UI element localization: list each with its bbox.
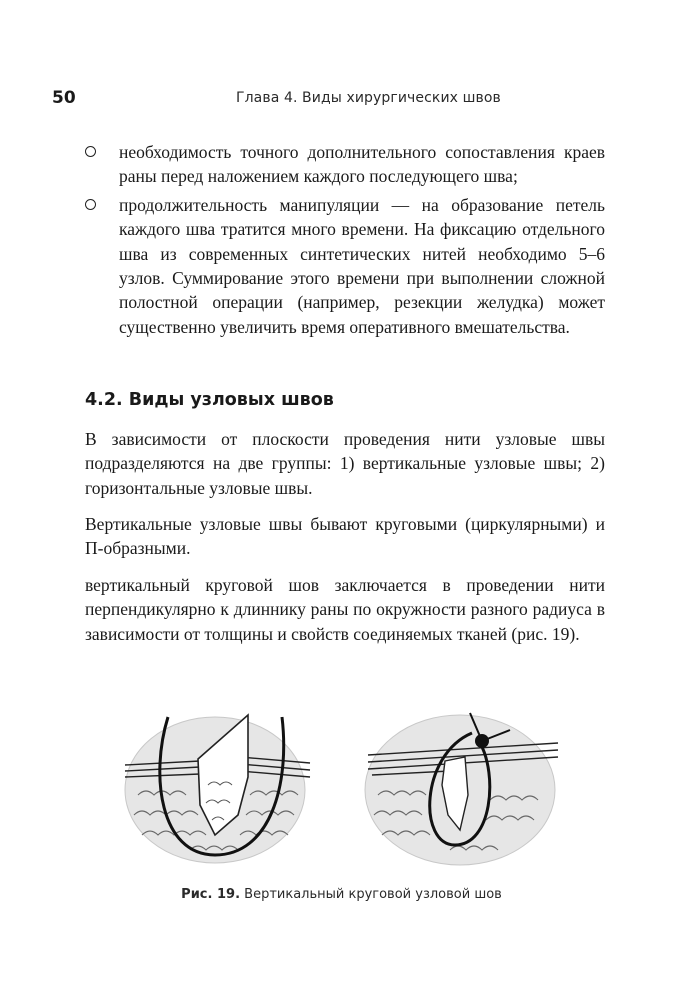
paragraph: вертикальный круговой шов заключается в проведении нити перпендикулярно к длиннику раны по окружности разного радиуса в зависимости от толщины и свойств соединяемых тканей (рис. 19). (85, 575, 605, 644)
circle-bullet-icon (85, 146, 96, 157)
running-head: Глава 4. Виды хирургических швов (236, 90, 501, 106)
list-item (85, 140, 605, 189)
suture-illustration (120, 695, 563, 870)
list-item-text: продолжительность манипуляции — на образование петель каждого шва тратится много времени. На фиксацию отдельного шва из современных синтетических нитей необходимо 5–6 узлов. Суммирование этого времени при выполнении сложной полостной операции (например, резекции желудка) может существенно увеличить время оперативного вмешательства. (119, 194, 605, 337)
circle-bullet-icon (85, 199, 96, 210)
paragraph: Вертикальные узловые швы бывают круговыми (циркулярными) и П-образными. (85, 514, 605, 559)
page-header (52, 88, 623, 118)
figure-caption-label: Рис. 19. (181, 887, 241, 902)
suture-illustration-right (365, 713, 558, 865)
list-item-text: необходимость точного дополнительного сопоставления краев раны перед наложением каждого последующего шва; (119, 142, 605, 187)
bullet-list (85, 140, 605, 343)
paragraph: В зависимости от плоскости проведения нити узловые швы подразделяются на две группы: 1) вертикальные узловые швы; 2) горизонтальные узловые швы. (85, 429, 605, 498)
figure-caption (0, 887, 683, 902)
suture-illustration-left (125, 715, 310, 863)
section-heading: 4.2. Виды узловых швов (85, 390, 334, 410)
page-number: 50 (52, 88, 76, 108)
figure-illustration (120, 695, 563, 870)
figure-caption-text: Вертикальный круговой узловой шов (240, 887, 502, 902)
list-item (85, 193, 605, 339)
